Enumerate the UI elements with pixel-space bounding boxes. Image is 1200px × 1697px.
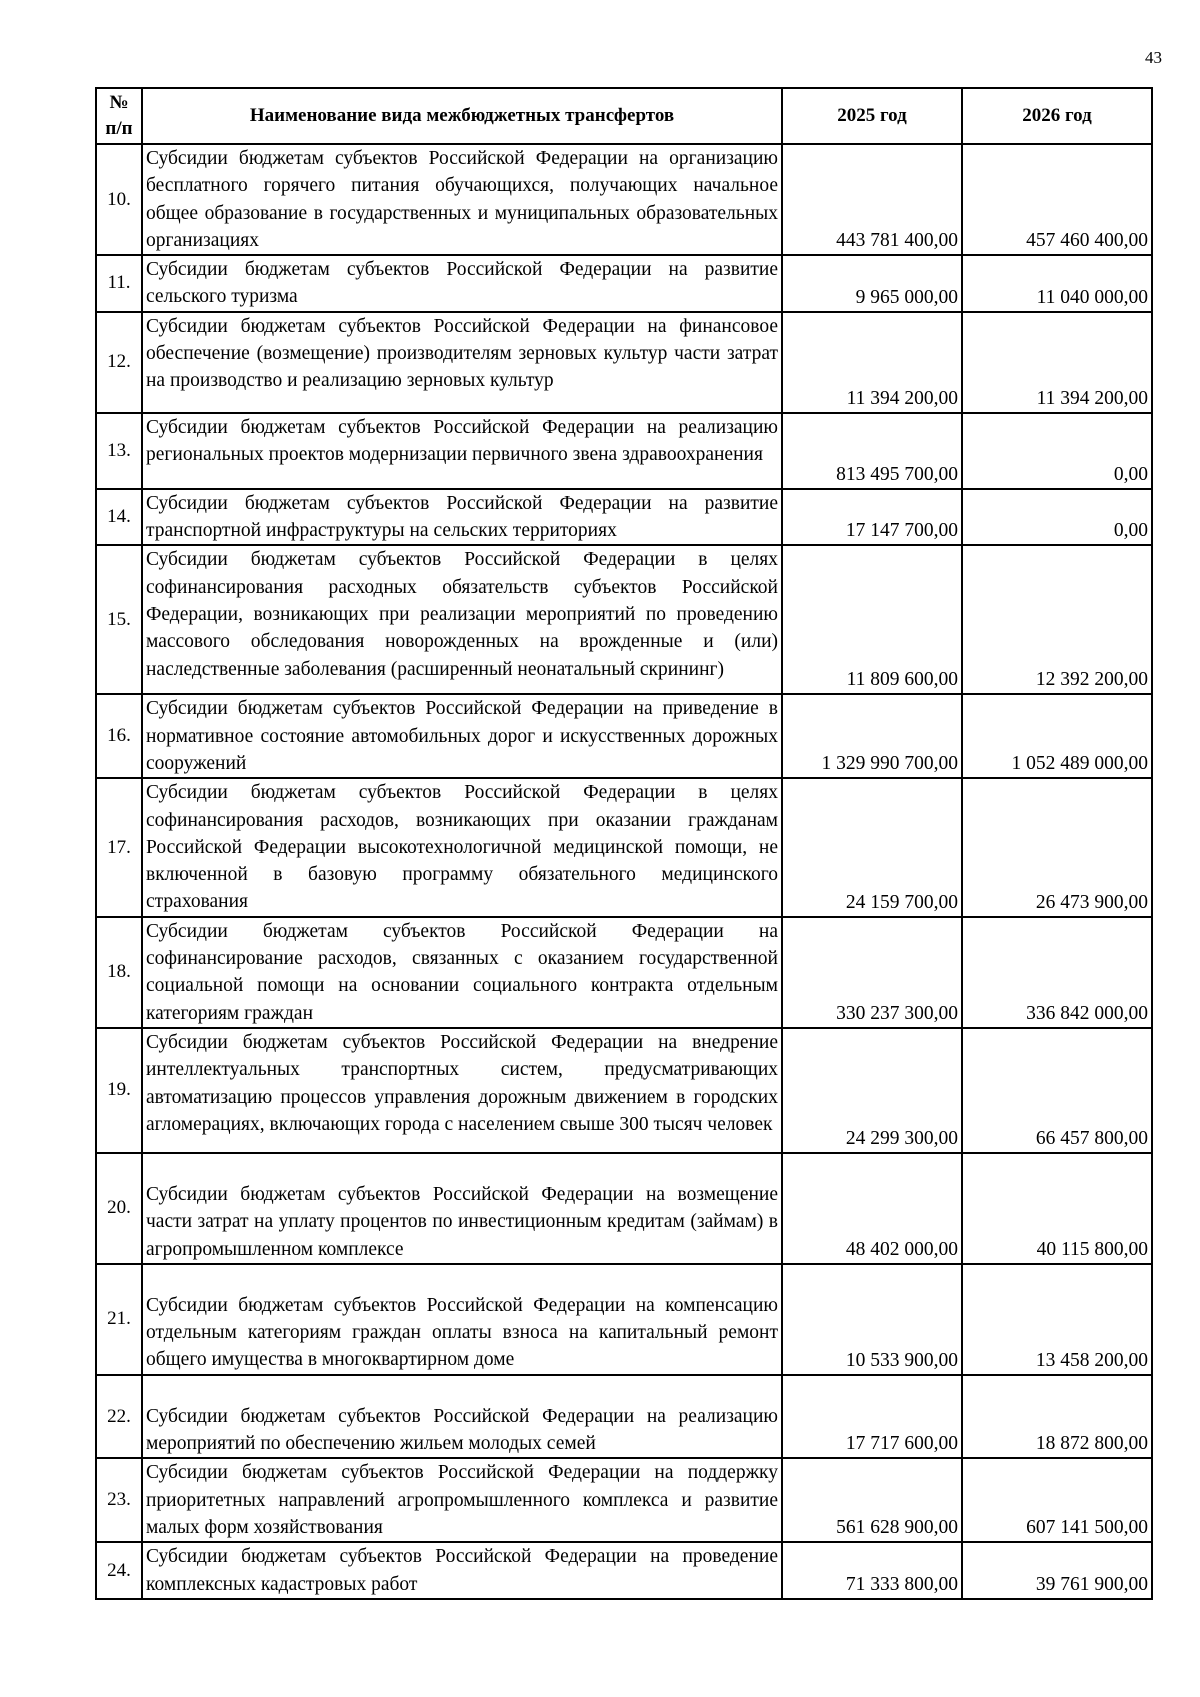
table-row: [96, 545, 1152, 694]
header-transfer-name: Наименование вида межбюджетных трансфертов: [142, 88, 782, 144]
table-body: [96, 144, 1152, 1599]
table-row: [96, 1028, 1152, 1153]
row-description: Субсидии бюджетам субъектов Российской Федерации на возмещение части затрат на уплату процентов по инвестиционным кредитам (займам) в агропромышленном комплексе: [142, 1153, 782, 1264]
row-amount-2025: 11 394 200,00: [782, 312, 962, 413]
row-description: Субсидии бюджетам субъектов Российской Федерации на реализацию мероприятий по обеспечению жильем молодых семей: [142, 1375, 782, 1459]
row-amount-2026: 39 761 900,00: [962, 1542, 1152, 1599]
header-number-abbr: п/п: [105, 118, 133, 139]
row-amount-2026: 13 458 200,00: [962, 1264, 1152, 1375]
row-description: Субсидии бюджетам субъектов Российской Федерации на финансовое обеспечение (возмещение) производителям зерновых культур части затрат на производство и реализацию зерновых культур: [142, 312, 782, 413]
row-amount-2026: 457 460 400,00: [962, 144, 1152, 255]
row-amount-2025: 48 402 000,00: [782, 1153, 962, 1264]
table-row: [96, 413, 1152, 489]
row-amount-2025: 10 533 900,00: [782, 1264, 962, 1375]
row-amount-2025: 330 237 300,00: [782, 917, 962, 1028]
row-description: Субсидии бюджетам субъектов Российской Федерации на реализацию региональных проектов модернизации первичного звена здравоохранения: [142, 413, 782, 489]
row-number: 17.: [96, 778, 142, 916]
row-amount-2026: 12 392 200,00: [962, 545, 1152, 694]
table-row: [96, 917, 1152, 1028]
row-amount-2025: 24 159 700,00: [782, 778, 962, 916]
row-amount-2025: 813 495 700,00: [782, 413, 962, 489]
row-number: 16.: [96, 694, 142, 778]
row-amount-2025: 11 809 600,00: [782, 545, 962, 694]
row-amount-2025: 17 717 600,00: [782, 1375, 962, 1459]
row-number: 23.: [96, 1458, 142, 1542]
header-year-2025: 2025 год: [782, 88, 962, 144]
table-header-row: [96, 88, 1152, 144]
row-description: Субсидии бюджетам субъектов Российской Федерации на поддержку приоритетных направлений агропромышленного комплекса и развитие малых форм хозяйствования: [142, 1458, 782, 1542]
table-row: [96, 778, 1152, 916]
table-row: [96, 489, 1152, 546]
header-number-symbol: №: [109, 92, 129, 113]
table-row: [96, 1375, 1152, 1459]
row-description: Субсидии бюджетам субъектов Российской Федерации в целях софинансирования расходных обязательств субъектов Российской Федерации, возникающих при реализации мероприятий по проведению массового обследования новорожденных на врожденные и (или) наследственные заболевания (расширенный неонатальный скрининг): [142, 545, 782, 694]
row-number: 15.: [96, 545, 142, 694]
row-description: Субсидии бюджетам субъектов Российской Федерации на организацию бесплатного горячего питания обучающихся, получающих начальное общее образование в государственных и муниципальных образовательных организациях: [142, 144, 782, 255]
table-row: [96, 255, 1152, 312]
row-description: Субсидии бюджетам субъектов Российской Федерации на софинансирование расходов, связанных с оказанием государственной социальной помощи на основании социального контракта отдельным категориям граждан: [142, 917, 782, 1028]
row-amount-2025: 561 628 900,00: [782, 1458, 962, 1542]
row-number: 10.: [96, 144, 142, 255]
row-number: 13.: [96, 413, 142, 489]
header-year-2026: 2026 год: [962, 88, 1152, 144]
row-number: 14.: [96, 489, 142, 546]
table-row: [96, 1542, 1152, 1599]
table-row: [96, 312, 1152, 413]
row-number: 24.: [96, 1542, 142, 1599]
row-amount-2026: 66 457 800,00: [962, 1028, 1152, 1153]
row-amount-2026: 11 394 200,00: [962, 312, 1152, 413]
row-number: 21.: [96, 1264, 142, 1375]
row-amount-2025: 71 333 800,00: [782, 1542, 962, 1599]
row-amount-2026: 26 473 900,00: [962, 778, 1152, 916]
row-number: 12.: [96, 312, 142, 413]
row-number: 22.: [96, 1375, 142, 1459]
row-description: Субсидии бюджетам субъектов Российской Федерации в целях софинансирования расходов, возникающих при оказании гражданам Российской Федерации высокотехнологичной медицинской помощи, не включенной в базовую программу обязательного медицинского страхования: [142, 778, 782, 916]
row-amount-2026: 1 052 489 000,00: [962, 694, 1152, 778]
row-amount-2026: 607 141 500,00: [962, 1458, 1152, 1542]
header-number: [96, 88, 142, 144]
row-number: 20.: [96, 1153, 142, 1264]
table-row: [96, 1458, 1152, 1542]
table-row: [96, 144, 1152, 255]
row-amount-2026: 18 872 800,00: [962, 1375, 1152, 1459]
row-amount-2025: 9 965 000,00: [782, 255, 962, 312]
row-amount-2025: 17 147 700,00: [782, 489, 962, 546]
page-number: 43: [1145, 48, 1162, 67]
row-amount-2026: 336 842 000,00: [962, 917, 1152, 1028]
row-description: Субсидии бюджетам субъектов Российской Федерации на развитие транспортной инфраструктуры на сельских территориях: [142, 489, 782, 546]
row-number: 18.: [96, 917, 142, 1028]
row-amount-2026: 0,00: [962, 489, 1152, 546]
row-number: 19.: [96, 1028, 142, 1153]
row-description: Субсидии бюджетам субъектов Российской Федерации на внедрение интеллектуальных транспортных систем, предусматривающих автоматизацию процессов управления дорожным движением в городских агломерациях, включающих города с населением свыше 300 тысяч человек: [142, 1028, 782, 1153]
row-amount-2025: 24 299 300,00: [782, 1028, 962, 1153]
row-amount-2026: 11 040 000,00: [962, 255, 1152, 312]
row-description: Субсидии бюджетам субъектов Российской Федерации на компенсацию отдельным категориям граждан оплаты взноса на капитальный ремонт общего имущества в многоквартирном доме: [142, 1264, 782, 1375]
row-amount-2026: 40 115 800,00: [962, 1153, 1152, 1264]
transfers-table: [95, 87, 1153, 1600]
table-row: [96, 694, 1152, 778]
row-description: Субсидии бюджетам субъектов Российской Федерации на развитие сельского туризма: [142, 255, 782, 312]
table-row: [96, 1264, 1152, 1375]
table-row: [96, 1153, 1152, 1264]
row-description: Субсидии бюджетам субъектов Российской Федерации на проведение комплексных кадастровых работ: [142, 1542, 782, 1599]
row-number: 11.: [96, 255, 142, 312]
row-amount-2025: 1 329 990 700,00: [782, 694, 962, 778]
row-amount-2026: 0,00: [962, 413, 1152, 489]
row-amount-2025: 443 781 400,00: [782, 144, 962, 255]
row-description: Субсидии бюджетам субъектов Российской Федерации на приведение в нормативное состояние автомобильных дорог и искусственных дорожных сооружений: [142, 694, 782, 778]
